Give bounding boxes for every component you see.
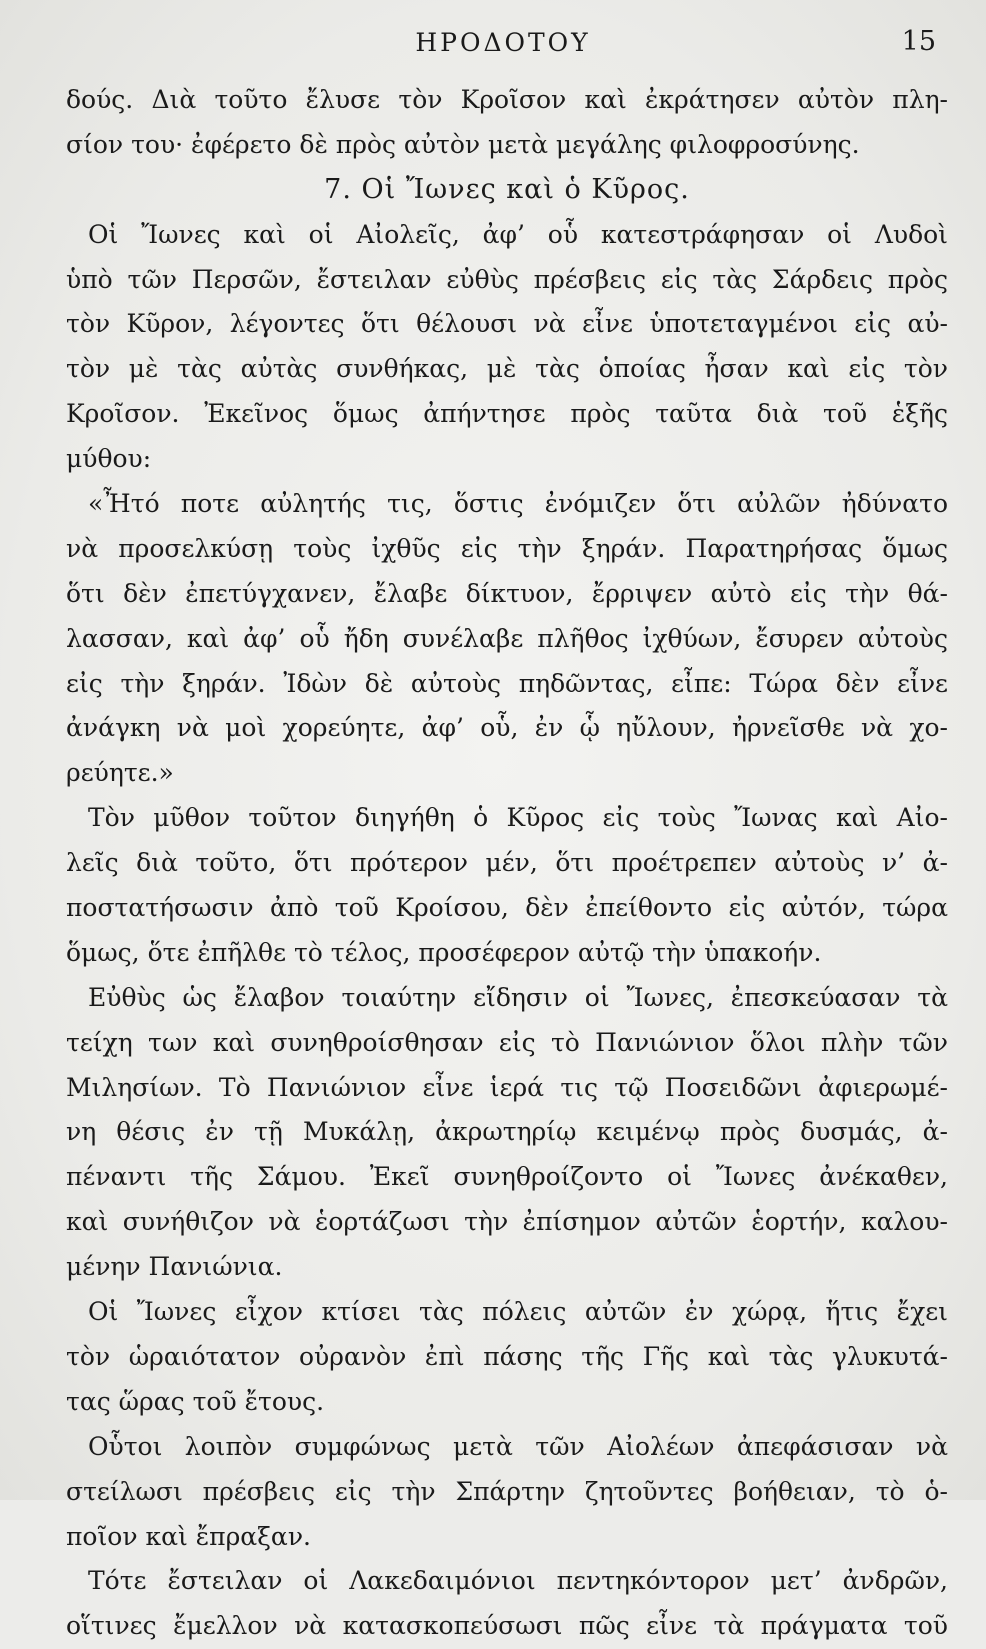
text-line: Οἱ Ἴωνες εἶχον κτίσει τὰς πόλεις αὐτῶν ἐν χώρᾳ, ἥτις ἔχει	[88, 1297, 948, 1327]
section-heading: 7. Οἱ Ἴωνες καὶ ὁ Κῦρος.	[324, 173, 690, 205]
text-line: τὸν Κῦρον, λέγοντες ὅτι θέλουσι νὰ εἶνε ὑποτεταγμένοι εἰς αὐ-	[66, 309, 948, 339]
text-line: ρεύητε.»	[66, 758, 174, 788]
text-line: τείχη των καὶ συνηθροίσθησαν εἰς τὸ Πανιώνιον ὅλοι πλὴν τῶν	[66, 1027, 948, 1057]
text-line: τὸν ὡραιότατον οὐρανὸν ἐπὶ πάσης τῆς Γῆς καὶ τὰς γλυκυτά-	[66, 1341, 948, 1371]
text-line: Οὗτοι λοιπὸν συμφώνως μετὰ τῶν Αἰολέων ἀπεφάσισαν νὰ	[88, 1431, 948, 1461]
text-line: λασσαν, καὶ ἀφ’ οὗ ἤδη συνέλαβε πλῆθος ἰχθύων, ἔσυρεν αὐτοὺς	[66, 623, 948, 653]
text-line: στείλωσι πρέσβεις εἰς τὴν Σπάρτην ζητοῦντες βοήθειαν, τὸ ὁ-	[66, 1476, 948, 1506]
text-line: δούς. Διὰ τοῦτο ἔλυσε τὸν Κροῖσον καὶ ἐκράτησεν αὐτὸν πλη-	[66, 85, 948, 114]
text-line: τας ὥρας τοῦ ἔτους.	[66, 1386, 325, 1416]
text-line: ποῖον καὶ ἔπραξαν.	[66, 1521, 311, 1551]
text-line: Τὸν μῦθον τοῦτον διηγήθη ὁ Κῦρος εἰς τοὺς Ἴωνας καὶ Αἰο-	[88, 803, 948, 833]
text-line: νὰ προσελκύσῃ τοὺς ἰχθῦς εἰς τὴν ξηράν. Παρατηρήσας ὅμως	[66, 533, 948, 563]
text-line: ἀνάγκη νὰ μοὶ χορεύητε, ἀφ’ οὗ, ἐν ᾧ ηὔλουν, ἠρνεῖσθε νὰ χο-	[66, 713, 948, 743]
text-line: μένην Πανιώνια.	[66, 1252, 283, 1282]
text-line: λεῖς διὰ τοῦτο, ὅτι πρότερον μέν, ὅτι προέτρεπεν αὐτοὺς ν’ ἀ-	[66, 848, 948, 878]
text-line: Οἱ Ἴωνες καὶ οἱ Αἰολεῖς, ἀφ’ οὗ κατεστράφησαν οἱ Λυδοὶ	[88, 219, 948, 249]
text-line: τὸν μὲ τὰς αὐτὰς συνθήκας, μὲ τὰς ὁποίας ἦσαν καὶ εἰς τὸν	[66, 354, 948, 384]
text-line: Εὐθὺς ὡς ἔλαβον τοιαύτην εἴδησιν οἱ Ἴωνες, ἐπεσκεύασαν τὰ	[88, 982, 948, 1012]
text-line: Κροῖσον. Ἐκεῖνος ὅμως ἀπήντησε πρὸς ταῦτα διὰ τοῦ ἑξῆς	[66, 399, 948, 429]
page-number: 15	[901, 26, 936, 57]
running-head	[60, 22, 946, 62]
text-line: ὅμως, ὅτε ἐπῆλθε τὸ τέλος, προσέφερον αὐτῷ τὴν ὑπακοήν.	[66, 937, 822, 967]
text-line: ὑπὸ τῶν Περσῶν, ἔστειλαν εὐθὺς πρέσβεις εἰς τὰς Σάρδεις πρὸς	[66, 264, 948, 294]
text-line: εἰς τὴν ξηράν. Ἰδὼν δὲ αὐτοὺς πηδῶντας, εἶπε: Τώρα δὲν εἶνε	[66, 668, 948, 698]
text-block	[66, 78, 948, 1649]
text-line: νη θέσις ἐν τῇ Μυκάλῃ, ἀκρωτηρίῳ κειμένῳ πρὸς δυσμάς, ἀ-	[66, 1117, 948, 1147]
running-title: ΗΡΟΔΟΤΟΥ	[415, 28, 591, 57]
text-line: οἵτινες ἔμελλον νὰ κατασκοπεύσωσι πῶς εἶνε τὰ πράγματα τοῦ	[66, 1611, 948, 1641]
text-line: καὶ συνήθιζον νὰ ἑορτάζωσι τὴν ἐπίσημον αὐτῶν ἑορτήν, καλου-	[66, 1207, 948, 1237]
text-line: Μιλησίων. Τὸ Πανιώνιον εἶνε ἱερά τις τῷ Ποσειδῶνι ἀφιερωμέ-	[66, 1072, 948, 1102]
text-line: ὅτι δὲν ἐπετύγχανεν, ἔλαβε δίκτυον, ἔρριψεν αὐτὸ εἰς τὴν θά-	[66, 578, 948, 608]
text-line: σίον του· ἐφέρετο δὲ πρὸς αὐτὸν μετὰ μεγάλης φιλοφροσύνης.	[66, 129, 860, 159]
text-line: «Ἦτό ποτε αὐλητής τις, ὅστις ἐνόμιζεν ὅτι αὐλῶν ἠδύνατο	[88, 489, 948, 519]
text-line: μύθου:	[66, 444, 152, 474]
text-line: Τότε ἔστειλαν οἱ Λακεδαιμόνιοι πεντηκόντορον μετ’ ἀνδρῶν,	[88, 1566, 948, 1596]
text-line: πέναντι τῆς Σάμου. Ἐκεῖ συνηθροίζοντο οἱ Ἴωνες ἀνέκαθεν,	[66, 1162, 948, 1192]
text-line: ποστατήσωσιν ἀπὸ τοῦ Κροίσου, δὲν ἐπείθοντο εἰς αὐτόν, τώρα	[66, 893, 948, 923]
